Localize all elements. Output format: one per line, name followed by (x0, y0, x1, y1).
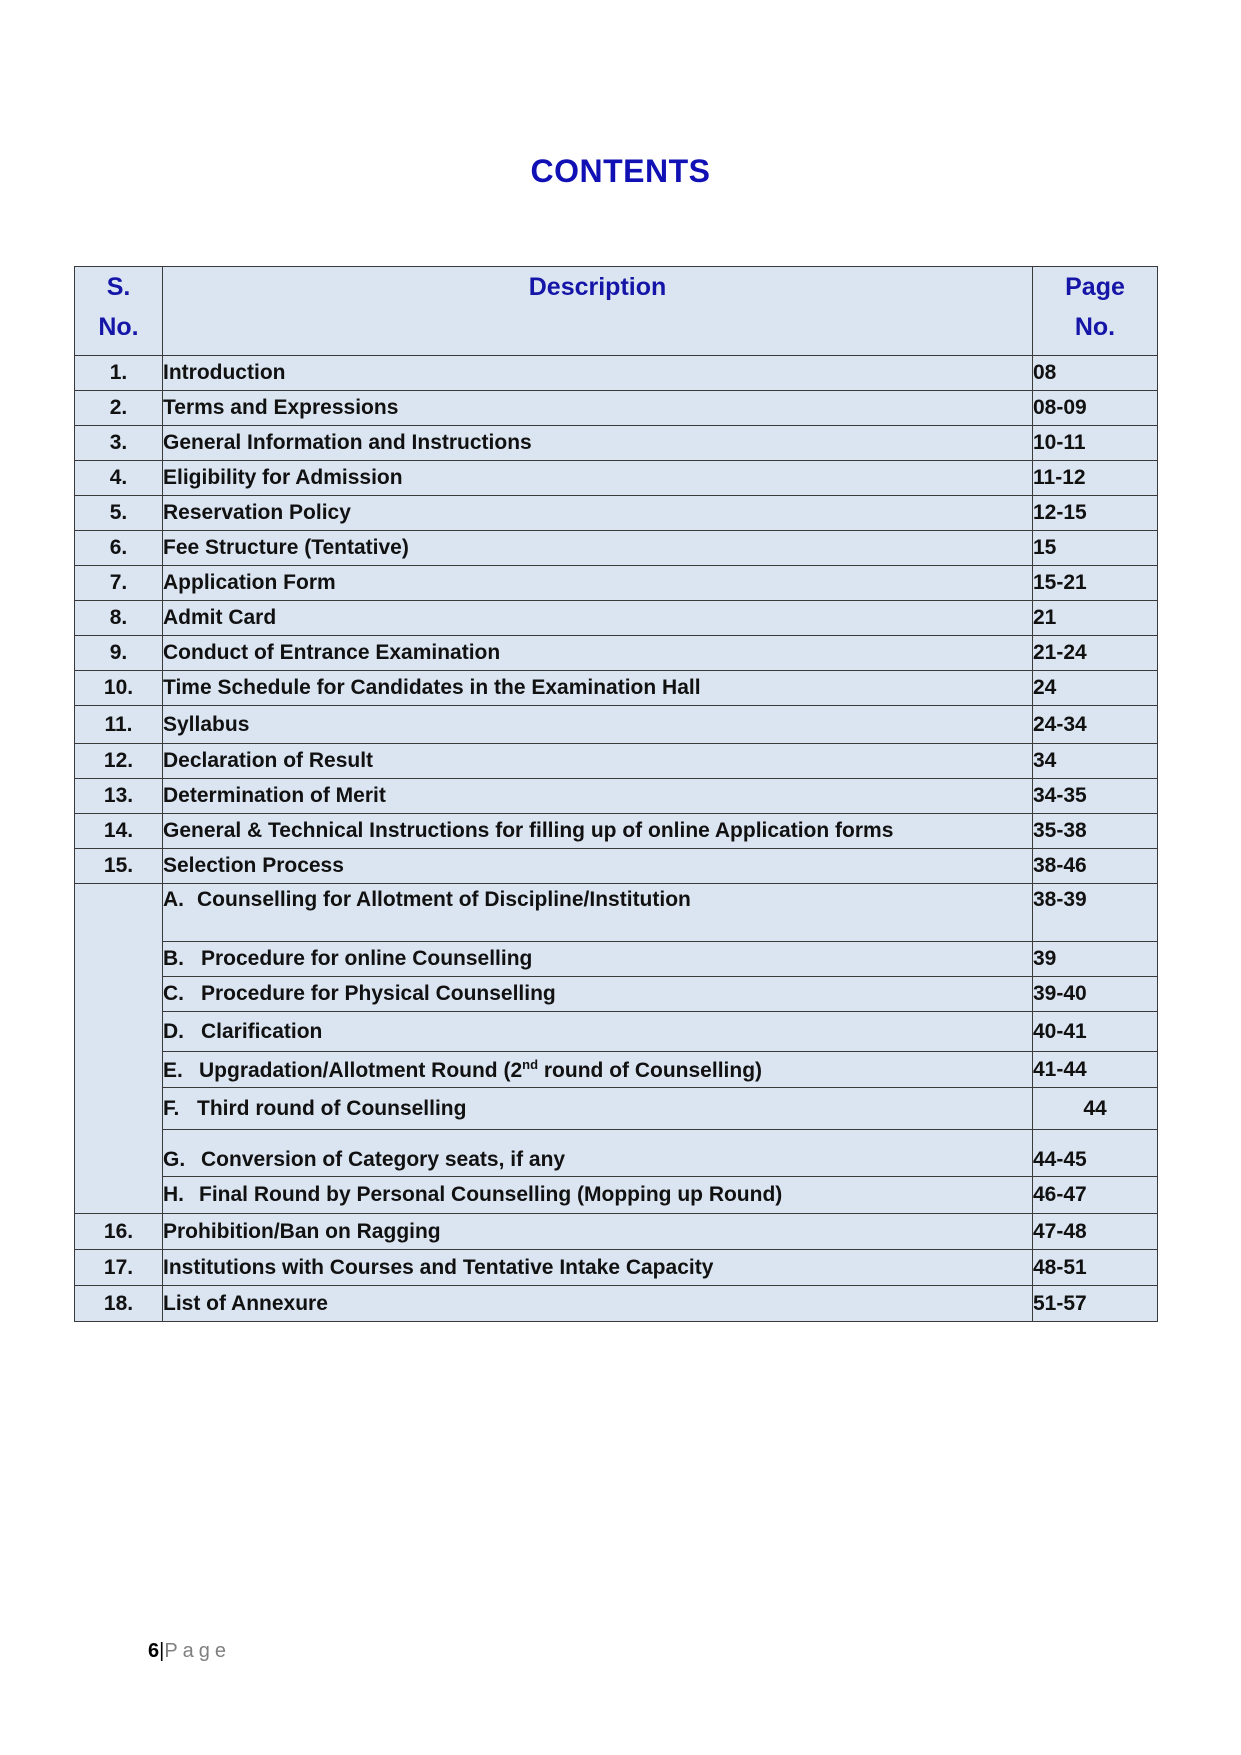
row-page: 51-57 (1033, 1286, 1158, 1322)
row-description: Terms and Expressions (163, 391, 1033, 426)
row-number: 1. (75, 356, 163, 391)
sub-row-description (163, 1052, 1033, 1088)
sub-row-letter: F. (163, 1096, 180, 1120)
sub-row-letter: E. (163, 1058, 183, 1082)
sub-row-letter: A. (163, 888, 184, 911)
footer-page-number: 6 (148, 1640, 160, 1662)
header-serial-number (75, 267, 163, 356)
table-row (75, 706, 1158, 744)
table-row (75, 601, 1158, 636)
page-title: CONTENTS (530, 153, 711, 189)
sub-row-description (163, 977, 1033, 1012)
row-number: 11. (75, 706, 163, 744)
sub-row-text: Procedure for online Counselling (201, 947, 533, 970)
row-description: Conduct of Entrance Examination (163, 636, 1033, 671)
table-row (75, 461, 1158, 496)
row-description: Time Schedule for Candidates in the Examination Hall (163, 671, 1033, 706)
row-number: 5. (75, 496, 163, 531)
row-number: 18. (75, 1286, 163, 1322)
row-page: 24 (1033, 671, 1158, 706)
row-description: Syllabus (163, 706, 1033, 744)
sub-row-page: 38-39 (1033, 884, 1158, 942)
table-row (75, 1286, 1158, 1322)
sub-row-letter: H. (163, 1183, 184, 1206)
sub-row-description (163, 942, 1033, 977)
row-description: Declaration of Result (163, 744, 1033, 779)
row-description: General Information and Instructions (163, 426, 1033, 461)
table-row (75, 671, 1158, 706)
sub-row-page: 41-44 (1033, 1052, 1158, 1088)
sub-row-letter: G. (163, 1148, 186, 1171)
sub-row-letter: C. (163, 982, 184, 1005)
row-page: 15 (1033, 531, 1158, 566)
row-number: 17. (75, 1250, 163, 1286)
row-description: Introduction (163, 356, 1033, 391)
row-page: 12-15 (1033, 496, 1158, 531)
row-description: Prohibition/Ban on Ragging (163, 1214, 1033, 1250)
row-number: 8. (75, 601, 163, 636)
sub-row-page: 39-40 (1033, 977, 1158, 1012)
row-number: 6. (75, 531, 163, 566)
row-number: 10. (75, 671, 163, 706)
row-page: 24-34 (1033, 706, 1158, 744)
table-row (75, 849, 1158, 884)
table-row (75, 531, 1158, 566)
row-page: 35-38 (1033, 814, 1158, 849)
sub-row-letter: B. (163, 947, 184, 970)
table-row (75, 566, 1158, 601)
table-row (75, 391, 1158, 426)
sub-row (75, 1012, 1158, 1052)
sub-row-text-before: Upgradation/Allotment Round (2 (199, 1058, 523, 1082)
sub-row-text: Final Round by Personal Counselling (Mopping up Round) (199, 1183, 783, 1206)
sub-row-description (163, 884, 1033, 942)
row-page: 11-12 (1033, 461, 1158, 496)
empty-number-cell (75, 884, 163, 1214)
table-header-row (75, 267, 1158, 356)
table-row (75, 496, 1158, 531)
row-page: 34 (1033, 744, 1158, 779)
row-description: Institutions with Courses and Tentative Intake Capacity (163, 1250, 1033, 1286)
sub-row (75, 977, 1158, 1012)
sub-row (75, 942, 1158, 977)
sub-row-page: 40-41 (1033, 1012, 1158, 1052)
row-number: 3. (75, 426, 163, 461)
table-row (75, 1250, 1158, 1286)
header-sno-line1: S. (106, 273, 131, 301)
header-page-line2: No. (1074, 313, 1116, 341)
row-page: 21-24 (1033, 636, 1158, 671)
row-number: 14. (75, 814, 163, 849)
sub-row-description (163, 1088, 1033, 1130)
row-page: 48-51 (1033, 1250, 1158, 1286)
row-number: 12. (75, 744, 163, 779)
header-page-line1: Page (1065, 273, 1125, 301)
sub-row-text: Third round of Counselling (197, 1096, 467, 1120)
sub-row-text: Counselling for Allotment of Discipline/Institution (197, 888, 691, 911)
row-description: List of Annexure (163, 1286, 1033, 1322)
row-description: Admit Card (163, 601, 1033, 636)
row-description: General & Technical Instructions for filling up of online Application forms (163, 814, 1033, 849)
page-footer (148, 1640, 231, 1663)
sub-row (75, 1088, 1158, 1130)
sub-row (75, 1052, 1158, 1088)
sub-row-text-superscript: nd (522, 1056, 539, 1072)
row-number: 15. (75, 849, 163, 884)
row-page: 38-46 (1033, 849, 1158, 884)
sub-row-page: 44-45 (1033, 1130, 1158, 1177)
table-row (75, 1214, 1158, 1250)
sub-row (75, 884, 1158, 942)
row-description: Reservation Policy (163, 496, 1033, 531)
footer-page-label: Page (164, 1640, 232, 1662)
header-description: Description (163, 267, 1033, 356)
row-page: 34-35 (1033, 779, 1158, 814)
sub-row-description (163, 1130, 1033, 1177)
sub-row-page: 46-47 (1033, 1177, 1158, 1214)
row-number: 7. (75, 566, 163, 601)
row-number: 13. (75, 779, 163, 814)
row-description: Eligibility for Admission (163, 461, 1033, 496)
row-description: Selection Process (163, 849, 1033, 884)
table-row (75, 356, 1158, 391)
row-number: 4. (75, 461, 163, 496)
sub-row-letter: D. (163, 1019, 184, 1043)
table-row (75, 744, 1158, 779)
footer-separator: | (159, 1640, 165, 1662)
row-number: 16. (75, 1214, 163, 1250)
sub-row-description (163, 1177, 1033, 1214)
row-page: 10-11 (1033, 426, 1158, 461)
sub-row-text-after: round of Counselling) (538, 1058, 763, 1082)
sub-row-text: Clarification (201, 1019, 323, 1043)
row-number: 9. (75, 636, 163, 671)
row-description: Determination of Merit (163, 779, 1033, 814)
row-page: 21 (1033, 601, 1158, 636)
table-row (75, 779, 1158, 814)
sub-row-page: 39 (1033, 942, 1158, 977)
header-sno-line2: No. (98, 313, 139, 341)
sub-row-text: Conversion of Category seats, if any (201, 1148, 566, 1171)
row-page: 08-09 (1033, 391, 1158, 426)
table-row (75, 636, 1158, 671)
row-page: 08 (1033, 356, 1158, 391)
row-page: 47-48 (1033, 1214, 1158, 1250)
sub-row (75, 1130, 1158, 1177)
sub-row (75, 1177, 1158, 1214)
table-row (75, 426, 1158, 461)
row-description: Application Form (163, 566, 1033, 601)
table-row (75, 814, 1158, 849)
contents-table (74, 266, 1158, 1322)
row-page: 15-21 (1033, 566, 1158, 601)
sub-row-page: 44 (1033, 1088, 1158, 1130)
row-description: Fee Structure (Tentative) (163, 531, 1033, 566)
sub-row-description (163, 1012, 1033, 1052)
header-page-number (1033, 267, 1158, 356)
sub-row-text: Procedure for Physical Counselling (201, 982, 556, 1005)
row-number: 2. (75, 391, 163, 426)
